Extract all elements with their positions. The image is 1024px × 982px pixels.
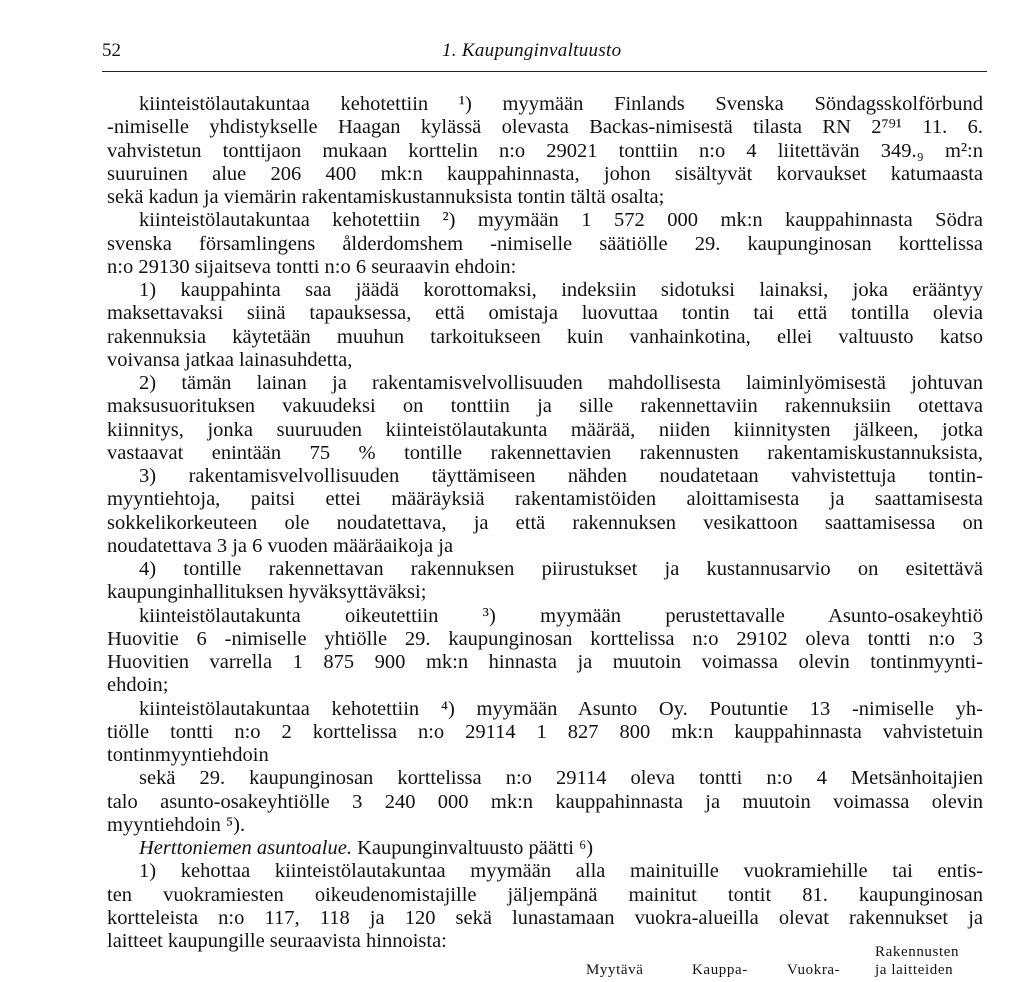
text-line: rakennuksia käytetään muuhun tarkoitukseen kuin vanhainkotina, ellei valtuusto katso bbox=[107, 325, 983, 348]
text-line: kiinteistölautakuntaa kehotettiin ⁴) myymään Asunto Oy. Poutuntie 13 -nimiselle yh- bbox=[139, 697, 983, 720]
section-heading: Herttoniemen asuntoalue. bbox=[139, 837, 352, 859]
page-header bbox=[102, 40, 987, 70]
text-line: voivansa jatkaa lainasuhdetta, bbox=[107, 348, 353, 371]
text-line: suuruinen alue 206 400 mk:n kauppahinnasta, johon sisältyvät korvaukset katumaasta bbox=[107, 162, 983, 185]
text-line: Huovitien varrella 1 875 900 mk:n hinnasta ja muutoin voimassa olevin tontinmyynti- bbox=[107, 651, 983, 673]
header-rule bbox=[102, 71, 987, 72]
text-line: tontinmyyntiehdoin bbox=[107, 744, 269, 766]
text-line: vastaavat enintään 75 % tontille rakennettavien rakennusten rakentamiskustannuksista, bbox=[107, 441, 983, 464]
text-line: 1) kauppahinta saa jäädä korottomaksi, indeksiin sidotuksi lainaksi, joka erääntyy bbox=[139, 279, 983, 301]
text-line: kiinteistölautakunta oikeutettiin ³) myymään perustettavalle Asunto-osakeyhtiö bbox=[139, 604, 983, 627]
section-heading-rest: Kaupunginvaltuusto päätti ⁶) bbox=[351, 837, 594, 859]
text-line: kiinnitys, jonka suuruuden kiinteistölautakunta määrää, niiden kiinnitysten jälkeen, jotka bbox=[107, 418, 983, 441]
running-head: 1. Kaupunginvaltuusto bbox=[442, 40, 622, 61]
text-line: myyntiehdoin ⁵). bbox=[107, 813, 246, 836]
text-line: kortteleista n:o 117, 118 ja 120 sekä lunastamaan vuokra-alueilla olevat rakennukset ja bbox=[107, 906, 983, 929]
text-line: 3) rakentamisvelvollisuuden täyttämiseen nähden noudatetaan vahvistettuja tontin- bbox=[139, 465, 983, 487]
text-line: Huovitie 6 -nimiselle yhtiölle 29. kaupunginosan korttelissa n:o 29102 oleva tontti n:o 3 bbox=[107, 627, 983, 650]
column-rakennusten-line1: Rakennusten bbox=[875, 944, 960, 960]
text-line: ehdoin; bbox=[107, 674, 169, 697]
column-myytava: Myytävä bbox=[586, 962, 644, 978]
text-line: maksettavaksi siinä tapauksessa, että omistaja luovuttaa tontin tai että tontilla olevia bbox=[107, 302, 983, 325]
page-number: 52 bbox=[102, 40, 121, 61]
text-line: 2) tämän lainan ja rakentamisvelvollisuuden mahdollisesta laiminlyömisestä johtuvan bbox=[139, 372, 983, 394]
text-line: sekä kadun ja viemärin rakentamiskustannuksista tontin tältä osalta; bbox=[107, 186, 665, 208]
text-line: sekä 29. kaupunginosan korttelissa n:o 29114 oleva tontti n:o 4 Metsänhoitajien bbox=[139, 767, 983, 790]
text-line: maksusuorituksen vakuudeksi on tonttiin ja sille rakennettaviin rakennuksiin otettava bbox=[107, 395, 983, 418]
text-line: svenska församlingens ålderdomshem -nimiselle säätiölle 29. kaupunginosan korttelissa bbox=[107, 232, 983, 255]
column-kauppa: Kauppa- bbox=[692, 962, 748, 978]
text-line bbox=[107, 837, 983, 860]
text-line: kaupunginhallituksen hyväksyttäväksi; bbox=[107, 581, 427, 604]
text-line: vahvistetun tonttijaon mukaan korttelin n:o 29021 tonttiin n:o 4 liitettävän 349.₉ m²:n bbox=[107, 139, 983, 162]
text-line: n:o 29130 sijaitseva tontti n:o 6 seuraavin ehdoin: bbox=[107, 255, 517, 278]
text-line: sokkelikorkeuteen ole noudatettava, ja että rakennuksen vesikattoon saattamisessa on bbox=[107, 511, 983, 534]
body-text bbox=[107, 93, 983, 953]
text-line: -nimiselle yhdistykselle Haagan kylässä olevasta Backas-nimisestä tilasta RN 2⁷⁹¹ 11. 6. bbox=[107, 116, 983, 139]
text-line: talo asunto-osakeyhtiölle 3 240 000 mk:n kauppahinnasta ja muutoin voimassa olevin bbox=[107, 790, 983, 813]
table-header bbox=[586, 944, 986, 980]
text-line: kiinteistölautakuntaa kehotettiin ²) myymään 1 572 000 mk:n kauppahinnasta Södra bbox=[139, 209, 983, 232]
text-line: tiölle tontti n:o 2 korttelissa n:o 29114 1 827 800 mk:n kauppahinnasta vahvistetuin bbox=[107, 720, 983, 743]
text-line: laitteet kaupungille seuraavista hinnoista: bbox=[107, 930, 447, 952]
text-line: ten vuokramiesten oikeudenomistajille jäljempänä mainitut tontit 81. kaupunginosan bbox=[107, 883, 983, 906]
column-rakennusten-line2: ja laitteiden bbox=[875, 962, 954, 978]
column-vuokra: Vuokra- bbox=[787, 962, 841, 978]
text-line: 1) kehottaa kiinteistölautakuntaa myymään alla mainituille vuokramiehille tai entis- bbox=[139, 860, 983, 883]
text-line: myyntiehtoja, paitsi ettei määräyksiä rakentamistöiden aloittamisesta ja saattamisesta bbox=[107, 488, 983, 511]
text-line: 4) tontille rakennettavan rakennuksen piirustukset ja kustannusarvio on esitettävä bbox=[139, 558, 983, 580]
text-line: kiinteistölautakuntaa kehotettiin ¹) myymään Finlands Svenska Söndagsskolförbund bbox=[139, 93, 983, 115]
text-line: noudatettava 3 ja 6 vuoden määräaikoja ja bbox=[107, 534, 454, 557]
